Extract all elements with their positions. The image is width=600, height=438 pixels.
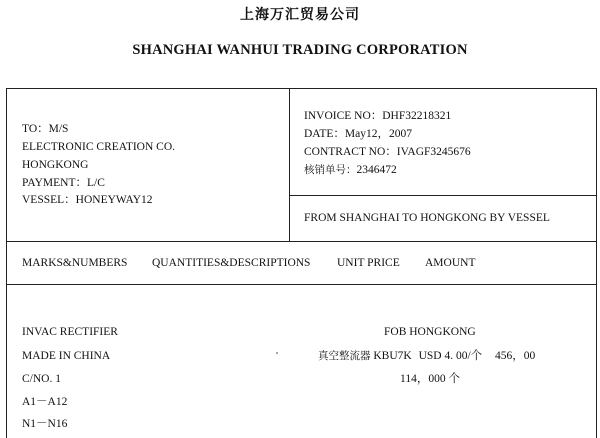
payment-terms: PAYMENT：L/C <box>22 177 105 189</box>
mark-line: C/NO. 1 <box>22 373 61 385</box>
goods-quantity: 114，000 个 <box>400 373 460 385</box>
verification-number-line <box>304 163 397 177</box>
header-column-divider <box>289 88 290 241</box>
mark-line: N1－N16 <box>22 418 68 430</box>
scan-speck <box>276 352 278 354</box>
verification-number: 2346472 <box>356 164 397 176</box>
column-header-quantities: QUANTITIES&DESCRIPTIONS <box>152 257 311 269</box>
invoice-date: DATE：May12，2007 <box>304 128 412 140</box>
invoice-number: INVOICE NO：DHF32218321 <box>304 110 452 122</box>
to-line: TO：M/S <box>22 123 69 135</box>
company-name-english: SHANGHAI WANHUI TRADING CORPORATION <box>132 42 468 58</box>
buyer-city: HONGKONG <box>22 159 89 171</box>
column-header-marks: MARKS&NUMBERS <box>22 257 128 269</box>
goods-description: 真空整流器 <box>318 350 371 362</box>
columns-header-bottom-line <box>6 284 597 285</box>
vessel-name: VESSEL：HONEYWAY12 <box>22 194 153 206</box>
mark-line: INVAC RECTIFIER <box>22 326 118 338</box>
mark-line: A1－A12 <box>22 396 68 408</box>
shipping-route: FROM SHANGHAI TO HONGKONG BY VESSEL <box>304 212 550 224</box>
trade-terms: FOB HONGKONG <box>384 326 476 338</box>
columns-header-top-line <box>6 241 597 242</box>
goods-unit-price: USD 4. 00/个 <box>418 350 483 362</box>
contract-number: CONTRACT NO：IVAGF3245676 <box>304 146 471 158</box>
column-header-amount: AMOUNT <box>425 257 476 269</box>
company-name-chinese: 上海万汇贸易公司 <box>240 7 360 23</box>
goods-line <box>318 349 535 363</box>
goods-model: KBU7K <box>373 350 412 362</box>
buyer-name: ELECTRONIC CREATION CO. <box>22 141 176 153</box>
verification-label: 核销单号： <box>304 164 357 176</box>
route-row-line <box>289 195 597 196</box>
mark-line: MADE IN CHINA <box>22 350 111 362</box>
column-header-unit-price: UNIT PRICE <box>337 257 400 269</box>
goods-amount: 456，00 <box>495 350 536 362</box>
